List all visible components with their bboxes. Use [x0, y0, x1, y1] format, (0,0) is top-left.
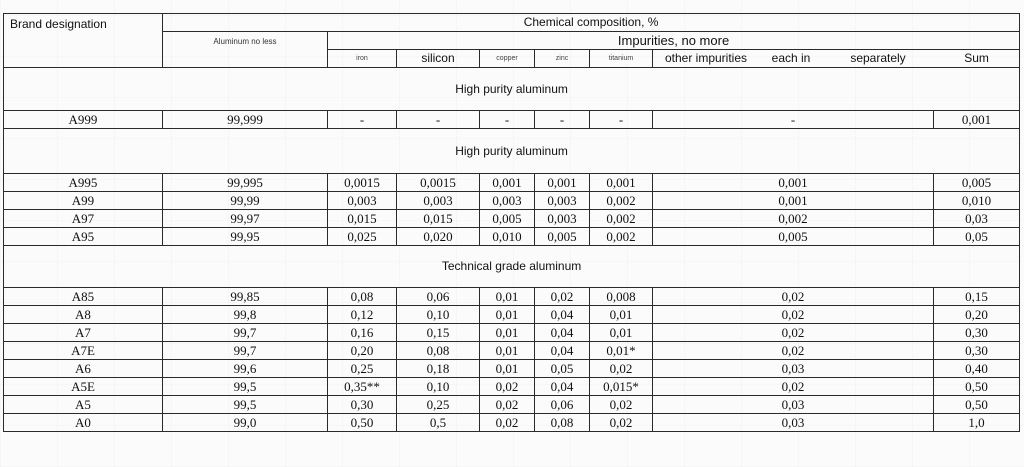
sum-cell: 0,005	[934, 174, 1020, 192]
ti-cell: 0,015*	[590, 378, 653, 396]
si-cell: 0,10	[397, 306, 480, 324]
zn-cell: 0,005	[535, 228, 590, 246]
al-cell: 99,95	[163, 228, 328, 246]
section-header-row	[4, 68, 1020, 111]
ti-cell: 0,001	[590, 174, 653, 192]
other-impurities-cell: 0,002	[653, 210, 934, 228]
fe-cell: 0,0015	[328, 174, 397, 192]
titanium-header: titanium	[590, 50, 653, 68]
section-title: High purity aluminum	[4, 68, 1020, 111]
sum-cell: 0,05	[934, 228, 1020, 246]
al-cell: 99,85	[163, 288, 328, 306]
zn-cell: 0,04	[535, 378, 590, 396]
each-in-header: each in	[760, 50, 823, 68]
cu-cell: 0,02	[480, 396, 535, 414]
ti-cell: 0,01	[590, 324, 653, 342]
table-row	[4, 396, 1020, 414]
table-row	[4, 111, 1020, 129]
brand-cell: A97	[4, 210, 163, 228]
zn-cell: 0,05	[535, 360, 590, 378]
al-cell: 99,6	[163, 360, 328, 378]
ti-cell: 0,008	[590, 288, 653, 306]
zn-cell: 0,003	[535, 210, 590, 228]
si-cell: 0,003	[397, 192, 480, 210]
fe-cell: -	[328, 111, 397, 129]
al-cell: 99,8	[163, 306, 328, 324]
al-cell: 99,5	[163, 378, 328, 396]
brand-cell: A95	[4, 228, 163, 246]
header-row-1	[4, 14, 1020, 32]
aluminum-composition-table	[3, 13, 1020, 432]
si-cell: 0,06	[397, 288, 480, 306]
zinc-header: zinc	[535, 50, 590, 68]
si-cell: 0,020	[397, 228, 480, 246]
si-cell: 0,10	[397, 378, 480, 396]
brand-cell: A995	[4, 174, 163, 192]
fe-cell: 0,12	[328, 306, 397, 324]
other-impurities-cell: 0,03	[653, 414, 934, 432]
ti-cell: 0,002	[590, 210, 653, 228]
section-title: High purity aluminum	[4, 129, 1020, 174]
brand-cell: A5E	[4, 378, 163, 396]
cu-cell: 0,01	[480, 324, 535, 342]
fe-cell: 0,025	[328, 228, 397, 246]
table-row	[4, 210, 1020, 228]
cu-cell: 0,01	[480, 342, 535, 360]
sum-cell: 0,30	[934, 342, 1020, 360]
sum-cell: 0,40	[934, 360, 1020, 378]
cu-cell: 0,01	[480, 360, 535, 378]
si-cell: 0,25	[397, 396, 480, 414]
other-impurities-cell: 0,03	[653, 360, 934, 378]
sum-cell: 0,15	[934, 288, 1020, 306]
table-row	[4, 360, 1020, 378]
brand-cell: A999	[4, 111, 163, 129]
copper-header: copper	[480, 50, 535, 68]
zn-cell: 0,08	[535, 414, 590, 432]
al-cell: 99,97	[163, 210, 328, 228]
other-impurities-cell: -	[653, 111, 934, 129]
brand-cell: A5	[4, 396, 163, 414]
other-impurities-cell: 0,02	[653, 378, 934, 396]
zn-cell: 0,04	[535, 324, 590, 342]
sum-cell: 0,010	[934, 192, 1020, 210]
ti-cell: 0,002	[590, 192, 653, 210]
cu-cell: 0,001	[480, 174, 535, 192]
zn-cell: 0,003	[535, 192, 590, 210]
ti-cell: 0,01	[590, 306, 653, 324]
al-cell: 99,7	[163, 342, 328, 360]
brand-designation-header: Brand designation	[4, 14, 163, 68]
cu-cell: 0,005	[480, 210, 535, 228]
separately-header: separately	[823, 50, 934, 68]
fe-cell: 0,20	[328, 342, 397, 360]
ti-cell: -	[590, 111, 653, 129]
other-impurities-cell: 0,005	[653, 228, 934, 246]
ti-cell: 0,002	[590, 228, 653, 246]
si-cell: 0,5	[397, 414, 480, 432]
zn-cell: 0,06	[535, 396, 590, 414]
table-row	[4, 378, 1020, 396]
table-row	[4, 414, 1020, 432]
other-impurities-cell: 0,001	[653, 174, 934, 192]
al-cell: 99,995	[163, 174, 328, 192]
table-row	[4, 228, 1020, 246]
cu-cell: 0,02	[480, 414, 535, 432]
zn-cell: 0,04	[535, 342, 590, 360]
cu-cell: 0,01	[480, 306, 535, 324]
aluminum-no-less-header: Aluminum no less	[163, 32, 328, 68]
sum-cell: 0,001	[934, 111, 1020, 129]
si-cell: 0,15	[397, 324, 480, 342]
fe-cell: 0,08	[328, 288, 397, 306]
other-impurities-cell: 0,02	[653, 306, 934, 324]
sum-cell: 0,30	[934, 324, 1020, 342]
fe-cell: 0,003	[328, 192, 397, 210]
sum-cell: 0,50	[934, 396, 1020, 414]
brand-cell: A99	[4, 192, 163, 210]
cu-cell: 0,010	[480, 228, 535, 246]
brand-cell: A85	[4, 288, 163, 306]
zn-cell: 0,04	[535, 306, 590, 324]
other-impurities-cell: 0,02	[653, 324, 934, 342]
sum-cell: 1,0	[934, 414, 1020, 432]
fe-cell: 0,50	[328, 414, 397, 432]
al-cell: 99,0	[163, 414, 328, 432]
table-row	[4, 174, 1020, 192]
si-cell: 0,0015	[397, 174, 480, 192]
fe-cell: 0,30	[328, 396, 397, 414]
ti-cell: 0,01*	[590, 342, 653, 360]
brand-cell: A8	[4, 306, 163, 324]
other-impurities-cell: 0,02	[653, 288, 934, 306]
si-cell: 0,18	[397, 360, 480, 378]
sum-cell: 0,03	[934, 210, 1020, 228]
table-row	[4, 342, 1020, 360]
ti-cell: 0,02	[590, 414, 653, 432]
fe-cell: 0,35**	[328, 378, 397, 396]
brand-cell: A7	[4, 324, 163, 342]
silicon-header: silicon	[397, 50, 480, 68]
other-impurities-header: other impurities	[653, 50, 760, 68]
sum-header: Sum	[934, 50, 1020, 68]
chemical-composition-header: Chemical composition, %	[163, 14, 1020, 32]
fe-cell: 0,25	[328, 360, 397, 378]
table-row	[4, 288, 1020, 306]
sum-cell: 0,20	[934, 306, 1020, 324]
ti-cell: 0,02	[590, 396, 653, 414]
zn-cell: -	[535, 111, 590, 129]
cu-cell: 0,01	[480, 288, 535, 306]
al-cell: 99,7	[163, 324, 328, 342]
cu-cell: 0,003	[480, 192, 535, 210]
fe-cell: 0,015	[328, 210, 397, 228]
cu-cell: 0,02	[480, 378, 535, 396]
other-impurities-cell: 0,02	[653, 342, 934, 360]
sum-cell: 0,50	[934, 378, 1020, 396]
al-cell: 99,5	[163, 396, 328, 414]
al-cell: 99,99	[163, 192, 328, 210]
brand-cell: A6	[4, 360, 163, 378]
section-title: Technical grade aluminum	[4, 246, 1020, 288]
cu-cell: -	[480, 111, 535, 129]
table-row	[4, 306, 1020, 324]
si-cell: -	[397, 111, 480, 129]
brand-cell: A0	[4, 414, 163, 432]
section-header-row	[4, 246, 1020, 288]
impurities-header: Impurities, no more	[328, 32, 1020, 50]
zn-cell: 0,001	[535, 174, 590, 192]
si-cell: 0,08	[397, 342, 480, 360]
brand-cell: A7E	[4, 342, 163, 360]
table-row	[4, 192, 1020, 210]
fe-cell: 0,16	[328, 324, 397, 342]
zn-cell: 0,02	[535, 288, 590, 306]
table-row	[4, 324, 1020, 342]
si-cell: 0,015	[397, 210, 480, 228]
other-impurities-cell: 0,001	[653, 192, 934, 210]
section-header-row	[4, 129, 1020, 174]
iron-header: iron	[328, 50, 397, 68]
ti-cell: 0,02	[590, 360, 653, 378]
al-cell: 99,999	[163, 111, 328, 129]
other-impurities-cell: 0,03	[653, 396, 934, 414]
